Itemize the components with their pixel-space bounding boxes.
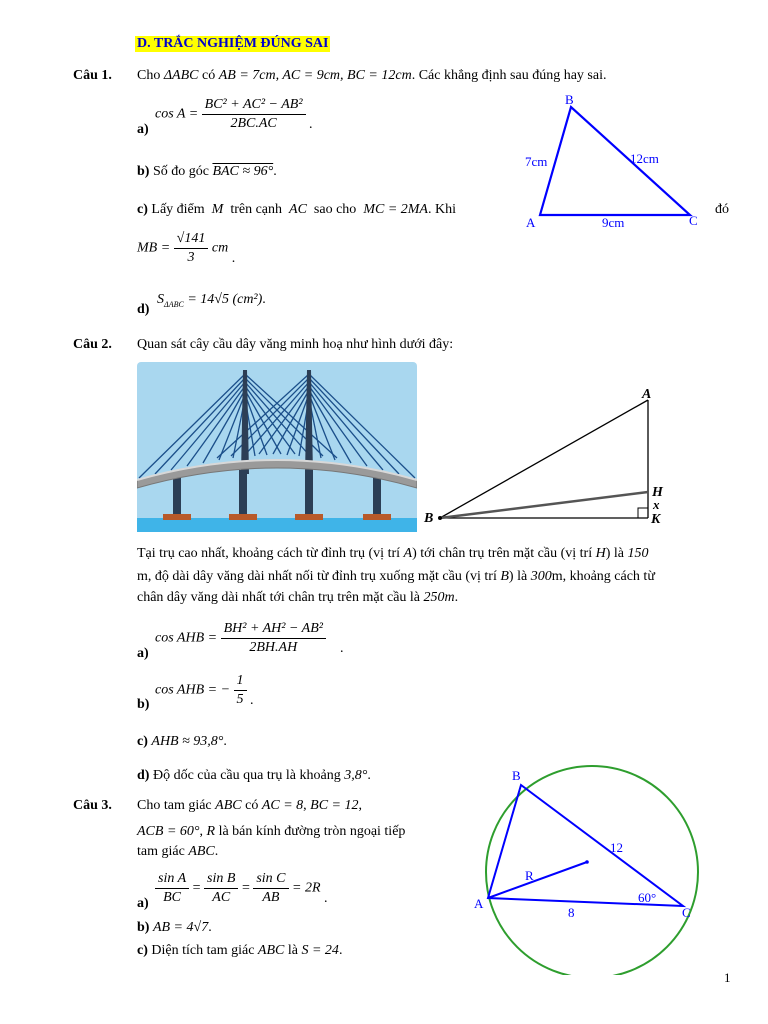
q1c-cond: MC = 2MA [363, 202, 428, 217]
q2c-label: c) [137, 734, 148, 749]
q1c-fraction [174, 230, 209, 267]
page-number: 1 [724, 970, 731, 985]
q2b-fraction [234, 672, 247, 709]
q1c-m: M [211, 202, 224, 217]
q3c-la: là [287, 943, 298, 958]
q2-pA: A [403, 546, 413, 561]
q2d: d) Độ dốc của cầu qua trụ là khoảng 3,8°. [137, 768, 371, 783]
q1-intro [137, 68, 606, 84]
q3a-f1n: sin A [155, 870, 189, 889]
bridge-illustration [137, 362, 417, 532]
q1c-den: 3 [187, 250, 195, 265]
q3c-math: S = 24 [301, 943, 339, 958]
q3c-abc: ABC [257, 943, 285, 958]
q1c-text2: trên cạnh [230, 202, 283, 217]
q3-line1: Cho tam giác ABC có AC = 8, BC = 12, [137, 798, 363, 813]
q1-fig-c: C [689, 213, 698, 228]
q3c-label: c) [137, 943, 148, 958]
q2-p6: m, khoảng cách từ [551, 569, 655, 584]
q1-lengths: AB = 7cm, AC = 9cm, BC = 12cm [218, 68, 412, 83]
q3-angle: ACB = 60° [137, 824, 200, 839]
q2-p7: chân dây văng dài nhất tới chân trụ trên mặt cầu là [137, 590, 421, 605]
q2-p4: m, độ dài dây văng dài nhất nối từ đỉnh trụ xuống mặt cầu (vị trí [137, 569, 497, 584]
q1d-rhs: = 14√5 (cm²) [187, 292, 263, 307]
q1c-formula: MB = $\frac{√141}{3}$ cm . [137, 231, 236, 266]
q3-radius-line [488, 862, 587, 898]
q3-fig-c: C [682, 905, 691, 920]
q3a-f3n: sin C [253, 870, 288, 889]
q3a-formula: $\frac{\text{sin A}}{BC}$ = $\frac{\text{sin B}}{AC}$ = $\frac{\text{sin C}}{AB}$ = 2R . [155, 870, 328, 907]
q3-fig-8: 8 [568, 905, 575, 920]
q2c: c) AHB ≈ 93,8°. [137, 734, 227, 749]
q1c-lhs: MB = [137, 240, 171, 256]
q1-rest: . Các khẳng định sau đúng hay sai. [411, 68, 607, 83]
q1c-text5: đó [715, 202, 729, 217]
q1-fig-ab: 7cm [525, 154, 548, 169]
q1a-num: BC² + AC² − AB² [202, 96, 306, 115]
q1c-num: √141 [174, 230, 209, 249]
q3a-f1d: BC [163, 890, 182, 905]
q1d-label: d) [137, 302, 150, 317]
q1d-sub: ΔABC [164, 299, 184, 309]
q1b-math: BAC ≈ 96° [212, 164, 274, 179]
q1c [137, 202, 456, 218]
q2a-fraction [221, 620, 326, 657]
q1-fig-b: B [565, 92, 574, 107]
q2-fig-k: K [651, 512, 661, 527]
q1a-den: 2BC.AC [230, 116, 277, 131]
q1b: b) Số đo góc BAC ≈ 96°. [137, 164, 277, 179]
q1a-formula: cos A = $\frac{\text{BC² + AC² − AB²}}{2BC.AC}$ . [155, 97, 313, 132]
q3-line3: tam giác ABC. [137, 844, 219, 859]
q2-para-line1 [137, 546, 648, 562]
q1-label: Câu 1. [73, 68, 112, 83]
q1-triangle-shape [540, 107, 690, 215]
q3c-text: Diện tích tam giác [151, 943, 255, 958]
q2b-lhs: cos AHB = − [155, 682, 231, 698]
q3-fig-b: B [512, 768, 521, 783]
q3-r: R [206, 824, 216, 839]
q2b-den: 5 [236, 692, 244, 707]
q2b-num: 1 [234, 672, 247, 691]
q1c-label: c) [137, 202, 148, 217]
q1c-ac: AC [289, 202, 307, 217]
bridge-water [137, 518, 417, 532]
q1a-lhs: cos A = [155, 106, 199, 122]
section-heading: D. TRẮC NGHIỆM ĐÚNG SAI [137, 36, 329, 51]
q2d-label: d) [137, 768, 150, 783]
q3-circle-figure [470, 760, 720, 975]
q3-fig-r: R [525, 868, 534, 883]
q2-intro: Quan sát cây cầu dây văng minh hoạ như hình dưới đây: [137, 337, 454, 352]
q3b-math: AB = 4√7 [152, 920, 209, 935]
q2d-text: Độ dốc của cầu qua trụ là khoảng [152, 768, 341, 783]
q1-fig-a: A [526, 215, 536, 230]
q2a-lhs: cos AHB = [155, 630, 218, 646]
q1c-text4: . Khi [427, 202, 456, 217]
q3-line2: ACB = 60°, R là bán kính đường tròn ngoại tiếp [137, 824, 406, 839]
q3-ac: AC = 8 [261, 798, 304, 813]
q3-text1: Cho tam giác [137, 798, 212, 813]
q2-fig-a: A [642, 387, 652, 402]
q2-p2: ) tới chân trụ trên mặt cầu (vị trí [412, 546, 593, 561]
q1-triangle: ΔABC [163, 68, 199, 83]
q3c: c) Diện tích tam giác ABC là S = 24. [137, 943, 343, 958]
q2a-den: 2BH.AH [249, 640, 298, 655]
q2-p1: Tại trụ cao nhất, khoảng cách từ đỉnh trụ (vị trí [137, 546, 401, 561]
q2a-formula: cos AHB = $\frac{\text{BH² + AH² − AB²}}{2BH.AH}$ . [155, 621, 344, 656]
q1b-label: b) [137, 164, 150, 179]
q1d-formula: $S_{\Delta ABC} = 14√5$ (cm²). [157, 292, 266, 309]
q3a-frac3 [253, 870, 288, 907]
q3-text2: có [245, 798, 259, 813]
q2a-label: a) [137, 646, 149, 661]
q2-fig-b: B [424, 511, 434, 526]
q2-p3: ) là [605, 546, 624, 561]
q3a-f3d: AB [262, 890, 280, 905]
q3-text4: tam giác [137, 844, 185, 859]
q3-fig-a: A [474, 896, 484, 911]
q2-pH: H [595, 546, 606, 561]
q3a-f2n: sin B [204, 870, 238, 889]
q3a-f2d: AC [212, 890, 231, 905]
q2-label: Câu 2. [73, 337, 112, 352]
q3a-frac1 [155, 870, 189, 907]
q3-abc2: ABC [188, 844, 215, 859]
q2d-val: 3,8° [344, 768, 368, 783]
q2b-formula: cos AHB = − $\frac{1}{5}$ . [155, 673, 254, 708]
q3-bc: BC = 12 [310, 798, 359, 813]
q1b-text: Số đo góc [152, 164, 209, 179]
q1c-text3: sao cho [313, 202, 357, 217]
q1d-s: S [157, 292, 164, 307]
q3-fig-angle: 60° [638, 890, 657, 905]
q2-para-line3: chân dây văng dài nhất tới chân trụ trên mặt cầu là 250m. [137, 590, 459, 605]
q2c-math: AHB ≈ 93,8° [151, 734, 224, 749]
q2-p5: ) là [508, 569, 528, 584]
q1c-text1: Lấy điểm [151, 202, 205, 217]
q2-v250: 250m [423, 590, 455, 605]
q3a-rhs: = 2R [292, 880, 321, 896]
q3a-frac2 [204, 870, 238, 907]
q3-abc: ABC [215, 798, 242, 813]
q2a-num: BH² + AH² − AB² [221, 620, 326, 639]
q3-text3: là bán kính đường tròn ngoại tiếp [218, 824, 406, 839]
q1-fig-ac: 9cm [602, 215, 625, 230]
q3a-label: a) [137, 896, 149, 911]
q2-fig-x: x [653, 497, 660, 512]
q2b-label: b) [137, 697, 150, 712]
q1-cho: Cho [137, 68, 161, 83]
q1c-unit: cm [211, 240, 229, 256]
q3b: b) AB = 4√7. [137, 920, 212, 935]
q1-triangle-figure [520, 90, 745, 235]
q2-pB: B [500, 569, 509, 584]
q2-v300: 300 [530, 569, 552, 584]
q3b-label: b) [137, 920, 150, 935]
q2-para-line2 [137, 569, 655, 585]
q2-triangle-figure [420, 380, 680, 530]
q1-fig-bc: 12cm [630, 151, 659, 166]
q1-co: có [202, 68, 216, 83]
q2-fig-h: H [652, 485, 663, 500]
q2-v150: 150 [627, 546, 649, 561]
q1a-fraction [202, 96, 306, 133]
q3-label: Câu 3. [73, 798, 112, 813]
q3-fig-12: 12 [610, 840, 623, 855]
q1a-label: a) [137, 122, 149, 137]
